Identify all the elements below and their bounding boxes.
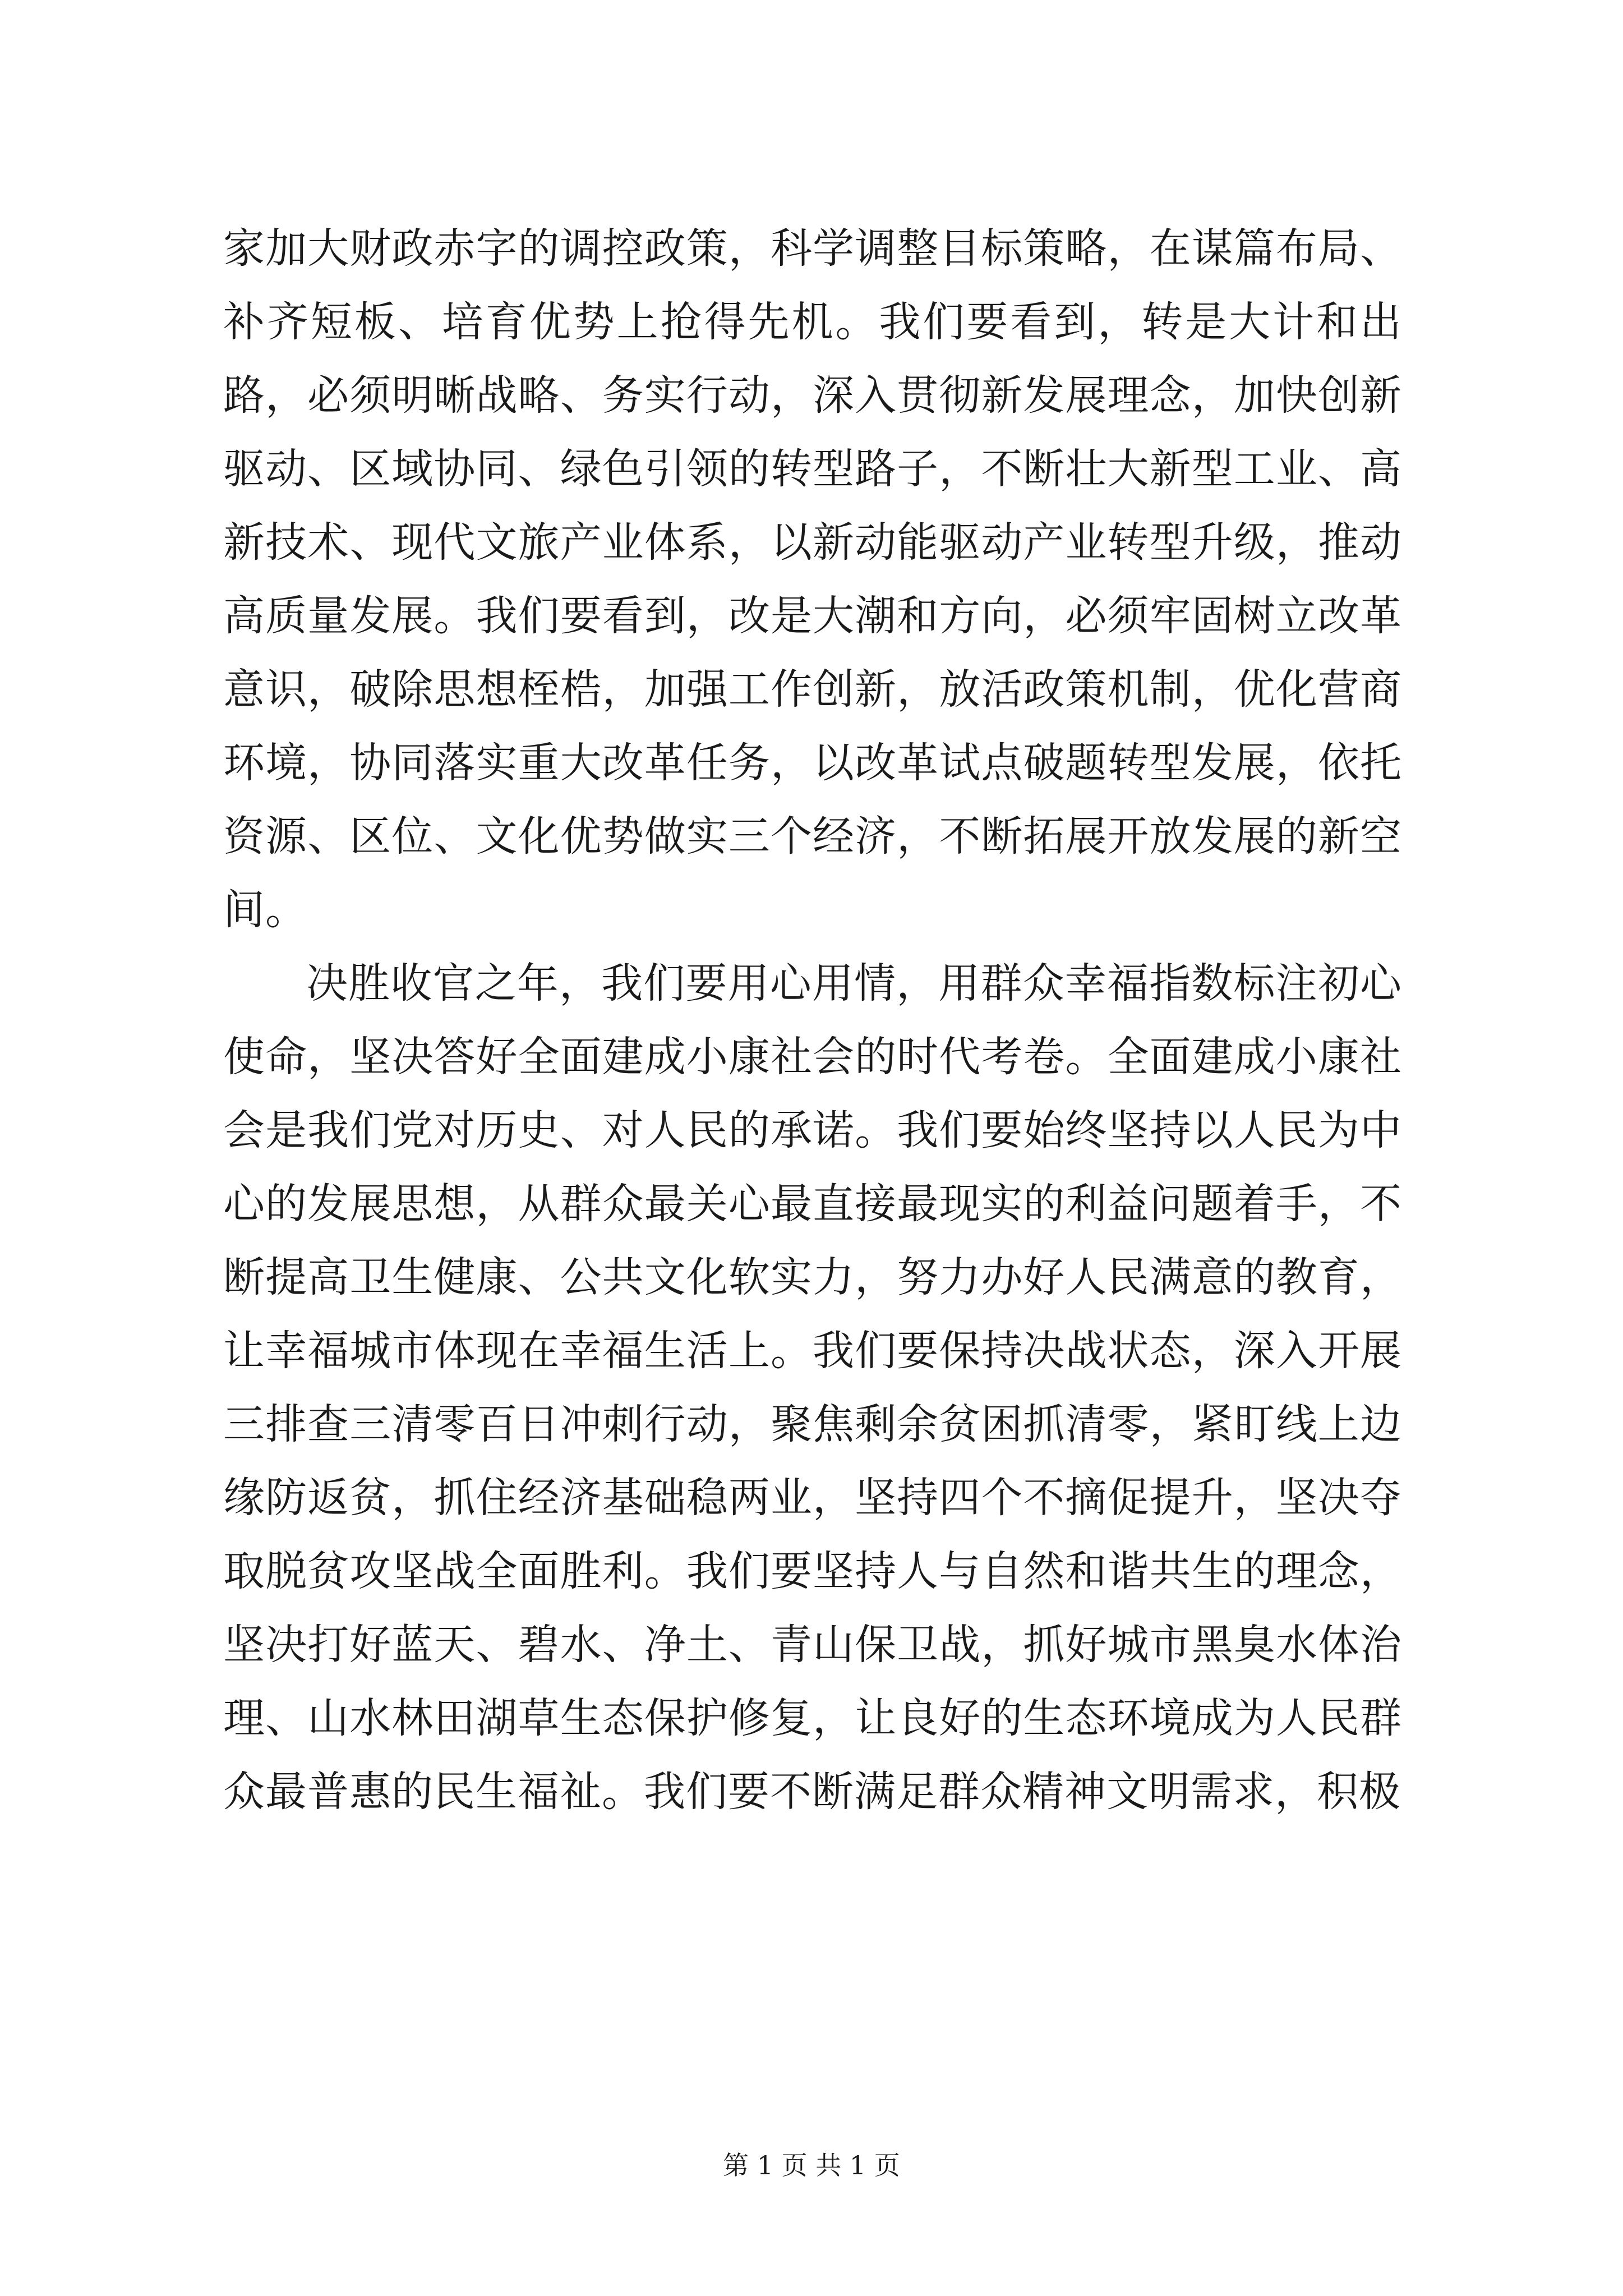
page-footer: 第 1 页 共 1 页 — [723, 2150, 900, 2180]
document-body — [223, 212, 1402, 1829]
paragraph-2: 决胜收官之年，我们要用心用情，用群众幸福指数标注初心使命，坚决答好全面建成小康社会的时代考卷。全面建成小康社会是我们党对历史、对人民的承诺。我们要始终坚持以人民为中心的发展思想，从群众最关心最直接最现实的利益问题着手，不断提高卫生健康、公共文化软实力，努力办好人民满意的教育，让幸福城市体现在幸福生活上。我们要保持决战状态，深入开展三排查三清零百日冲刺行动，聚焦剩余贫困抓清零，紧盯线上边缘防返贫，抓住经济基础稳两业，坚持四个不摘促提升，坚决夺取脱贫攻坚战全面胜利。我们要坚持人与自然和谐共生的理念，坚决打好蓝天、碧水、净土、青山保卫战，抓好城市黑臭水体治理、山水林田湖草生态保护修复，让良好的生态环境成为人民群众最普惠的民生福祉。我们要不断满足群众精神文明需求，积极 — [223, 959, 1402, 1816]
paragraph-1: 家加大财政赤字的调控政策，科学调整目标策略，在谋篇布局、补齐短板、培育优势上抢得先机。我们要看到，转是大计和出路，必须明晰战略、务实行动，深入贯彻新发展理念，加快创新驱动、区域协同、绿色引领的转型路子，不断壮大新型工业、高新技术、现代文旅产业体系，以新动能驱动产业转型升级，推动高质量发展。我们要看到，改是大潮和方向，必须牢固树立改革意识，破除思想桎梏，加强工作创新，放活政策机制，优化营商环境，协同落实重大改革任务，以改革试点破题转型发展，依托资源、区位、文化优势做实三个经济，不断拓展开放发展的新空间。 — [223, 224, 1402, 934]
